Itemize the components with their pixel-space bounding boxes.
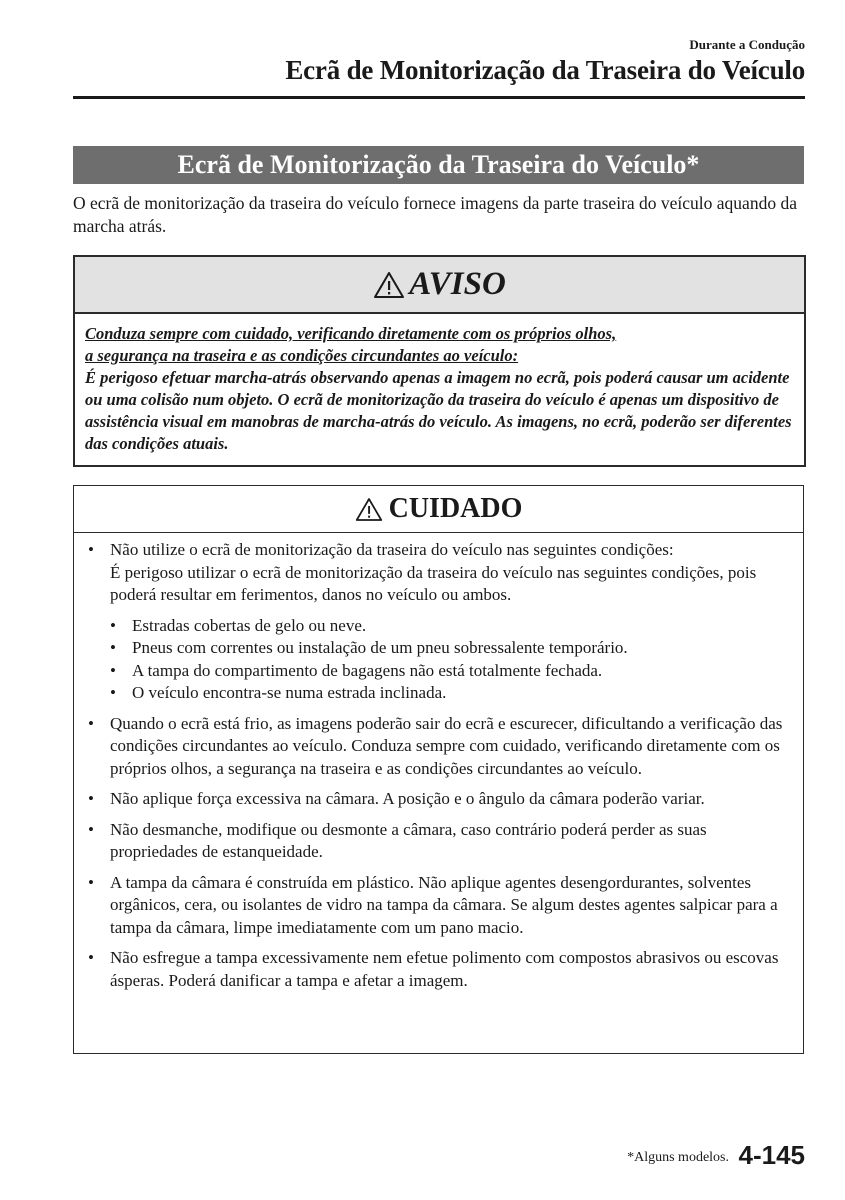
caution-item-text: Quando o ecrã está frio, as imagens poderão sair do ecrã e escurecer, dificultando a verificação das condições circundantes ao veículo. Conduza sempre com cuidado, verificando diretamente com os próprios olhos, a segurança na traseira e as condições circundantes ao veículo. [110, 713, 783, 778]
bullet-icon: • [88, 819, 94, 839]
intro-paragraph: O ecrã de monitorização da traseira do veículo fornece imagens da parte traseira do veículo aquando da marcha atrás. [73, 193, 797, 236]
condition-item: • Pneus com correntes ou instalação de um pneu sobressalente temporário. [110, 637, 791, 660]
warning-box [73, 255, 806, 467]
warning-body [75, 314, 804, 455]
condition-item: • O veículo encontra-se numa estrada inclinada. [110, 682, 791, 705]
warning-lead-line-1: Conduza sempre com cuidado, verificando diretamente com os próprios olhos, [85, 324, 617, 343]
bullet-icon: • [110, 660, 116, 680]
chapter-label: Durante a Condução [689, 37, 805, 52]
condition-list [110, 615, 791, 705]
warning-text: É perigoso efetuar marcha-atrás observando apenas a imagem no ecrã, pois poderá causar um acidente ou uma colisão num objeto. O ecrã de monitorização da traseira do veículo é apenas um dispositivo de assistência visual em manobras de marcha-atrás do veículo. As imagens, no ecrã, poderão ser diferentes das condições atuais. [85, 368, 792, 453]
caution-item [86, 872, 791, 940]
section-title: Ecrã de Monitorização da Traseira do Veículo* [73, 146, 804, 184]
caution-item-text-2: É perigoso utilizar o ecrã de monitorização da traseira do veículo nas seguintes condições, pois poderá resultar em ferimentos, danos no veículo ou ambos. [110, 562, 757, 604]
caution-item [86, 819, 791, 864]
caution-item [86, 539, 791, 705]
caution-item-text: Não utilize o ecrã de monitorização da traseira do veículo nas seguintes condições: [110, 540, 674, 559]
bullet-icon: • [110, 615, 116, 635]
bullet-icon: • [88, 872, 94, 892]
footnote: *Alguns modelos. [627, 1150, 729, 1165]
caution-box [73, 485, 804, 1054]
bullet-icon: • [88, 540, 94, 559]
warning-lead-line-2: a segurança na traseira e as condições circundantes ao veículo: [85, 346, 519, 365]
caution-item-text: Não aplique força excessiva na câmara. A posição e o ângulo da câmara poderão variar. [110, 789, 705, 808]
caution-body [74, 533, 803, 992]
caution-title: CUIDADO [388, 493, 523, 524]
caution-item-text: Não esfregue a tampa excessivamente nem efetue polimento com compostos abrasivos ou escovas ásperas. Poderá danificar a tampa e afetar a imagem. [110, 948, 779, 990]
bullet-icon: • [88, 948, 94, 967]
bullet-icon: • [110, 638, 116, 657]
condition-item: • Estradas cobertas de gelo ou neve. [110, 615, 791, 638]
caution-item-text: A tampa da câmara é construída em plástico. Não aplique agentes desengordurantes, solventes orgânicos, cera, ou isolantes de vidro na tampa da câmara. Se algum destes agentes salpicar para a tampa da câmara, limpe imediatamente com um pano macio. [110, 872, 778, 937]
page-number: 4-145 [738, 1140, 805, 1170]
header-divider [73, 96, 805, 99]
condition-item: • A tampa do compartimento de bagagens não está totalmente fechada. [110, 660, 791, 683]
warning-triangle-icon [355, 497, 383, 522]
bullet-icon: • [110, 683, 116, 702]
caution-item [86, 947, 791, 992]
bullet-icon: • [88, 789, 94, 808]
caution-item [86, 713, 791, 781]
warning-triangle-icon [373, 271, 405, 299]
caution-item-text: Não desmanche, modifique ou desmonte a câmara, caso contrário poderá perder as suas propriedades de estanqueidade. [110, 819, 707, 861]
warning-header [75, 257, 804, 314]
warning-title: AVISO [409, 266, 506, 302]
page-header-title: Ecrã de Monitorização da Traseira do Veículo [285, 55, 805, 85]
bullet-icon: • [88, 713, 94, 733]
caution-header [74, 486, 803, 533]
caution-item [86, 788, 791, 811]
